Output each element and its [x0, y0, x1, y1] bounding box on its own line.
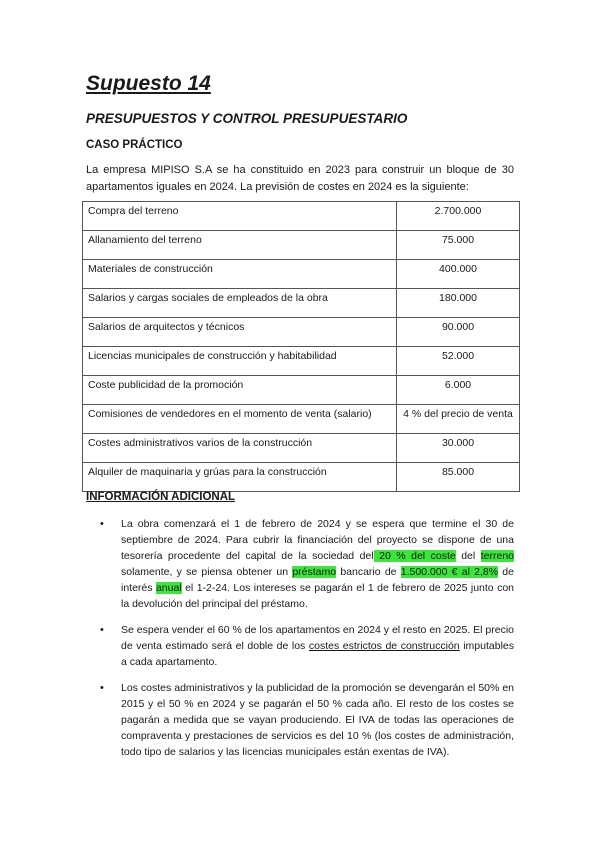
table-row	[83, 434, 520, 463]
cost-amount: 400.000	[397, 260, 520, 289]
bullet-icon: •	[100, 518, 104, 530]
highlight: 20 % del coste	[373, 550, 456, 562]
highlight: terreno	[480, 550, 515, 562]
cost-table	[82, 201, 520, 492]
bullet-icon: •	[100, 682, 104, 694]
table-row	[83, 405, 520, 434]
table-row	[83, 260, 520, 289]
underlined-term: costes estrictos de construcción	[308, 640, 460, 652]
table-row	[83, 289, 520, 318]
bullet-text: Se espera vender el 60 % de los apartamentos en 2024 y el resto en 2025. El precio de venta estimado será el doble de los costes estrictos de construcción imputables a cada apartamento.	[121, 624, 514, 668]
cost-amount: 52.000	[397, 347, 520, 376]
table-row	[83, 231, 520, 260]
cost-concept: Compra del terreno	[83, 202, 397, 231]
cost-concept: Coste publicidad de la promoción	[83, 376, 397, 405]
table-row	[83, 347, 520, 376]
additional-info-heading: INFORMACIÓN ADICIONAL	[86, 491, 236, 503]
cost-concept: Licencias municipales de construcción y habitabilidad	[83, 347, 397, 376]
highlight: 1.500.000 € al 2,8%	[400, 566, 499, 578]
highlight: anual	[155, 582, 182, 594]
document-title: Supuesto 14	[86, 72, 211, 95]
cost-amount: 85.000	[397, 463, 520, 492]
section-subtitle: PRESUPUESTOS Y CONTROL PRESUPUESTARIO	[86, 111, 408, 126]
cost-concept: Alquiler de maquinaria y grúas para la construcción	[83, 463, 397, 492]
cost-amount: 30.000	[397, 434, 520, 463]
bullet-text: La obra comenzará el 1 de febrero de 2024 y se espera que termine el 30 de septiembre de 2024. Para cubrir la financiación del proyecto se dispone de una tesorería procedente del capital de la sociedad del 20 % del coste del terreno solamente, y se piensa obtener un préstamo bancario de 1.500.000 € al 2,8% de interés anual el 1-2-24. Los intereses se pagarán el 1 de febrero de 2025 junto con la devolución del principal del préstamo.	[121, 518, 515, 610]
table-row	[83, 463, 520, 492]
bullet-icon: •	[100, 624, 104, 636]
cost-concept: Comisiones de vendedores en el momento de venta (salario)	[83, 405, 397, 434]
table-row	[83, 202, 520, 231]
cost-concept: Materiales de construcción	[83, 260, 397, 289]
cost-amount: 180.000	[397, 289, 520, 318]
cost-concept: Allanamiento del terreno	[83, 231, 397, 260]
highlight: préstamo	[292, 566, 337, 578]
case-heading: CASO PRÁCTICO	[86, 139, 183, 151]
cost-concept: Salarios y cargas sociales de empleados de la obra	[83, 289, 397, 318]
cost-amount: 90.000	[397, 318, 520, 347]
table-row	[83, 318, 520, 347]
cost-amount: 4 % del precio de venta	[397, 405, 520, 434]
cost-amount: 75.000	[397, 231, 520, 260]
cost-concept: Salarios de arquitectos y técnicos	[83, 318, 397, 347]
table-row	[83, 376, 520, 405]
cost-concept: Costes administrativos varios de la construcción	[83, 434, 397, 463]
cost-amount: 2.700.000	[397, 202, 520, 231]
bullet-text: Los costes administrativos y la publicidad de la promoción se devengarán el 50% en 2015 y el 50 % en 2024 y se pagarán el 50 % cada año. El resto de los costes se pagarán a medida que se vayan produciendo. El IVA de todas las operaciones de compraventa y prestaciones de servicios es del 10 % (los costes de administración, todo tipo de salarios y las licencias municipales están exentas de IVA).	[121, 682, 514, 758]
intro-paragraph: La empresa MIPISO S.A se ha constituido en 2023 para construir un bloque de 30 apartamentos iguales en 2024. La previsión de costes en 2024 es la siguiente:	[86, 164, 514, 193]
cost-amount: 6.000	[397, 376, 520, 405]
